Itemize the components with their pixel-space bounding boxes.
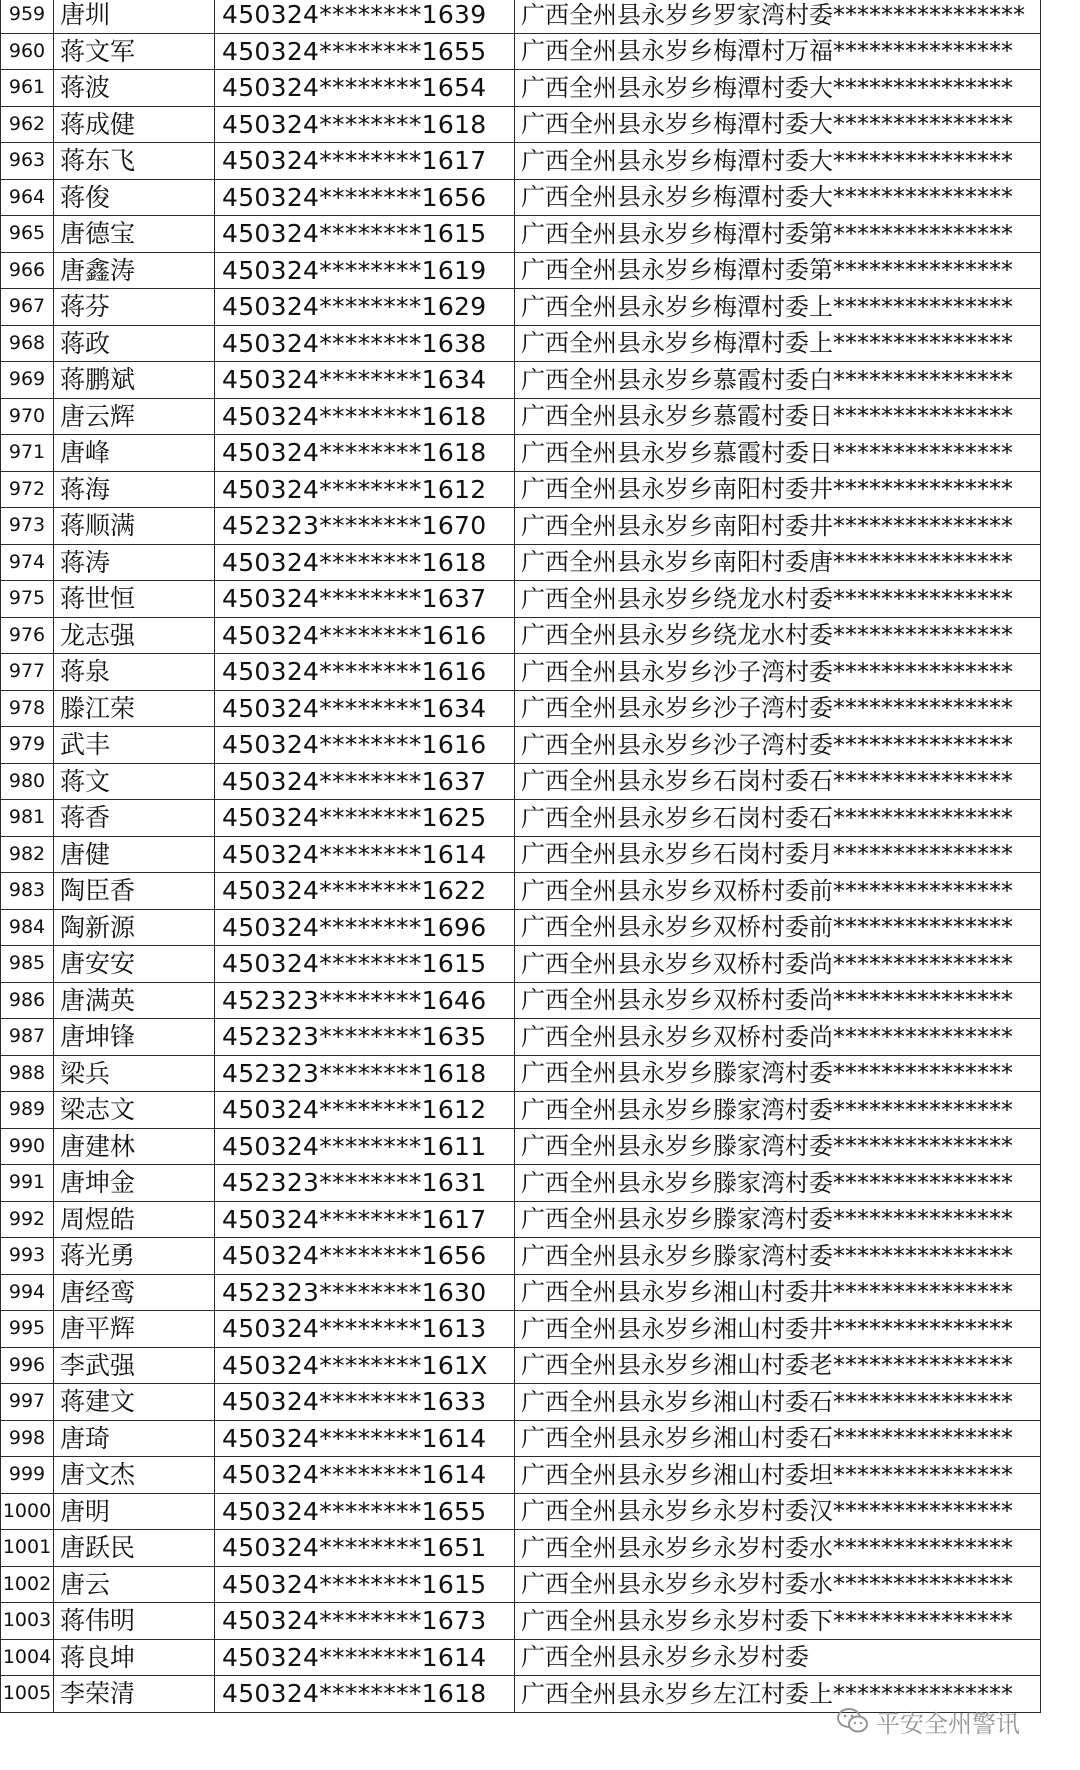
row-number-cell: 976 (1, 617, 54, 654)
id-number-cell: 450324********1656 (215, 1238, 515, 1275)
table-row (1, 435, 1041, 472)
id-number-cell: 452323********1635 (215, 1019, 515, 1056)
name-cell: 周煜皓 (54, 1201, 215, 1238)
table-row (1, 873, 1041, 910)
row-number-cell: 971 (1, 435, 54, 472)
id-number-cell: 450324********1654 (215, 70, 515, 107)
address-cell: 广西全州县永岁乡绕龙水村委*************** (515, 617, 1041, 654)
address-cell: 广西全州县永岁乡南阳村委井*************** (515, 508, 1041, 545)
id-number-cell: 450324********1618 (215, 435, 515, 472)
row-number-cell: 973 (1, 508, 54, 545)
id-number-cell: 450324********1638 (215, 325, 515, 362)
row-number-cell: 983 (1, 873, 54, 910)
address-cell: 广西全州县永岁乡石岗村委石*************** (515, 800, 1041, 837)
table-row (1, 325, 1041, 362)
address-cell: 广西全州县永岁乡湘山村委井*************** (515, 1311, 1041, 1348)
name-cell: 武丰 (54, 727, 215, 764)
name-cell: 蒋涛 (54, 544, 215, 581)
address-cell: 广西全州县永岁乡湘山村委老*************** (515, 1347, 1041, 1384)
table-row (1, 1603, 1041, 1640)
row-number-cell: 980 (1, 763, 54, 800)
id-number-cell: 452323********1631 (215, 1165, 515, 1202)
name-cell: 唐安安 (54, 946, 215, 983)
name-cell: 唐圳 (54, 0, 215, 33)
name-cell: 蒋文军 (54, 33, 215, 70)
row-number-cell: 962 (1, 106, 54, 143)
address-cell: 广西全州县永岁乡双桥村委前*************** (515, 909, 1041, 946)
table-row (1, 763, 1041, 800)
table-row (1, 617, 1041, 654)
row-number-cell: 965 (1, 216, 54, 253)
name-cell: 蒋良坤 (54, 1639, 215, 1676)
address-cell: 广西全州县永岁乡湘山村委井*************** (515, 1274, 1041, 1311)
address-cell: 广西全州县永岁乡沙子湾村委*************** (515, 727, 1041, 764)
address-cell: 广西全州县永岁乡沙子湾村委*************** (515, 654, 1041, 691)
row-number-cell: 970 (1, 398, 54, 435)
row-number-cell: 993 (1, 1238, 54, 1275)
name-cell: 唐德宝 (54, 216, 215, 253)
address-cell: 广西全州县永岁乡梅潭村委上*************** (515, 289, 1041, 326)
id-number-cell: 450324********1618 (215, 106, 515, 143)
address-cell: 广西全州县永岁乡梅潭村委第*************** (515, 252, 1041, 289)
address-cell: 广西全州县永岁乡湘山村委坦*************** (515, 1457, 1041, 1494)
id-number-cell: 452323********1618 (215, 1055, 515, 1092)
row-number-cell: 987 (1, 1019, 54, 1056)
row-number-cell: 966 (1, 252, 54, 289)
address-cell: 广西全州县永岁乡慕霞村委日*************** (515, 398, 1041, 435)
row-number-cell: 995 (1, 1311, 54, 1348)
row-number-cell: 960 (1, 33, 54, 70)
address-cell: 广西全州县永岁乡滕家湾村委*************** (515, 1165, 1041, 1202)
address-cell: 广西全州县永岁乡梅潭村委大*************** (515, 106, 1041, 143)
id-number-cell: 450324********1696 (215, 909, 515, 946)
row-number-cell: 964 (1, 179, 54, 216)
row-number-cell: 1001 (1, 1530, 54, 1567)
id-number-cell: 450324********161X (215, 1347, 515, 1384)
table-row (1, 216, 1041, 253)
name-cell: 蒋文 (54, 763, 215, 800)
address-cell: 广西全州县永岁乡梅潭村委大*************** (515, 143, 1041, 180)
name-cell: 蒋成健 (54, 106, 215, 143)
id-number-cell: 450324********1618 (215, 398, 515, 435)
address-cell: 广西全州县永岁乡石岗村委石*************** (515, 763, 1041, 800)
name-cell: 唐健 (54, 836, 215, 873)
row-number-cell: 999 (1, 1457, 54, 1494)
id-number-cell: 450324********1611 (215, 1128, 515, 1165)
address-cell: 广西全州县永岁乡梅潭村委大*************** (515, 179, 1041, 216)
id-number-cell: 450324********1673 (215, 1603, 515, 1640)
address-cell: 广西全州县永岁乡左江村委上*************** (515, 1676, 1041, 1713)
name-cell: 唐坤锋 (54, 1019, 215, 1056)
id-number-cell: 450324********1612 (215, 471, 515, 508)
table-row (1, 471, 1041, 508)
id-number-cell: 450324********1618 (215, 1676, 515, 1713)
table-row (1, 1639, 1041, 1676)
row-number-cell: 981 (1, 800, 54, 837)
id-number-cell: 450324********1637 (215, 581, 515, 618)
name-cell: 蒋世恒 (54, 581, 215, 618)
row-number-cell: 982 (1, 836, 54, 873)
name-cell: 唐建林 (54, 1128, 215, 1165)
id-number-cell: 450324********1634 (215, 690, 515, 727)
id-number-cell: 450324********1625 (215, 800, 515, 837)
address-cell: 广西全州县永岁乡湘山村委石*************** (515, 1420, 1041, 1457)
row-number-cell: 968 (1, 325, 54, 362)
name-cell: 蒋海 (54, 471, 215, 508)
address-cell: 广西全州县永岁乡永岁村委汉*************** (515, 1493, 1041, 1530)
id-number-cell: 450324********1619 (215, 252, 515, 289)
table-row (1, 106, 1041, 143)
name-cell: 蒋政 (54, 325, 215, 362)
id-number-cell: 450324********1637 (215, 763, 515, 800)
table-row (1, 1493, 1041, 1530)
table-row (1, 1165, 1041, 1202)
row-number-cell: 989 (1, 1092, 54, 1129)
name-cell: 蒋伟明 (54, 1603, 215, 1640)
id-number-cell: 450324********1614 (215, 836, 515, 873)
name-cell: 唐明 (54, 1493, 215, 1530)
address-cell: 广西全州县永岁乡双桥村委尚*************** (515, 946, 1041, 983)
id-number-cell: 450324********1614 (215, 1420, 515, 1457)
id-number-cell: 452323********1670 (215, 508, 515, 545)
id-number-cell: 450324********1612 (215, 1092, 515, 1129)
row-number-cell: 1003 (1, 1603, 54, 1640)
name-cell: 蒋光勇 (54, 1238, 215, 1275)
table-row (1, 581, 1041, 618)
table-row (1, 1128, 1041, 1165)
name-cell: 唐文杰 (54, 1457, 215, 1494)
watermark-text: 平安全州警讯 (876, 1709, 1020, 1738)
table-row (1, 982, 1041, 1019)
address-cell: 广西全州县永岁乡南阳村委井*************** (515, 471, 1041, 508)
row-number-cell: 969 (1, 362, 54, 399)
name-cell: 陶新源 (54, 909, 215, 946)
table-row (1, 1201, 1041, 1238)
address-cell: 广西全州县永岁乡双桥村委前*************** (515, 873, 1041, 910)
name-cell: 唐平辉 (54, 1311, 215, 1348)
name-cell: 蒋波 (54, 70, 215, 107)
id-number-cell: 452323********1630 (215, 1274, 515, 1311)
address-cell: 广西全州县永岁乡滕家湾村委*************** (515, 1055, 1041, 1092)
address-cell: 广西全州县永岁乡滕家湾村委*************** (515, 1092, 1041, 1129)
row-number-cell: 996 (1, 1347, 54, 1384)
id-number-cell: 450324********1614 (215, 1457, 515, 1494)
name-cell: 蒋泉 (54, 654, 215, 691)
id-number-cell: 450324********1616 (215, 617, 515, 654)
row-number-cell: 985 (1, 946, 54, 983)
row-number-cell: 994 (1, 1274, 54, 1311)
name-cell: 蒋建文 (54, 1384, 215, 1421)
row-number-cell: 1005 (1, 1676, 54, 1713)
name-cell: 唐满英 (54, 982, 215, 1019)
name-cell: 梁志文 (54, 1092, 215, 1129)
table-row (1, 654, 1041, 691)
name-cell: 唐云 (54, 1566, 215, 1603)
table-row (1, 1676, 1041, 1713)
table-row (1, 1092, 1041, 1129)
row-number-cell: 974 (1, 544, 54, 581)
row-number-cell: 1002 (1, 1566, 54, 1603)
name-cell: 梁兵 (54, 1055, 215, 1092)
name-cell: 陶臣香 (54, 873, 215, 910)
table-row (1, 946, 1041, 983)
name-cell: 龙志强 (54, 617, 215, 654)
name-cell: 蒋鹏斌 (54, 362, 215, 399)
table-row (1, 1055, 1041, 1092)
row-number-cell: 990 (1, 1128, 54, 1165)
name-cell: 滕江荣 (54, 690, 215, 727)
id-number-cell: 450324********1639 (215, 0, 515, 33)
row-number-cell: 963 (1, 143, 54, 180)
row-number-cell: 997 (1, 1384, 54, 1421)
name-cell: 唐鑫涛 (54, 252, 215, 289)
address-cell: 广西全州县永岁乡梅潭村委第*************** (515, 216, 1041, 253)
row-number-cell: 992 (1, 1201, 54, 1238)
id-number-cell: 450324********1616 (215, 654, 515, 691)
address-cell: 广西全州县永岁乡梅潭村万福*************** (515, 33, 1041, 70)
address-cell: 广西全州县永岁乡罗家湾村委**************** (515, 0, 1041, 33)
table-row (1, 70, 1041, 107)
row-number-cell: 1000 (1, 1493, 54, 1530)
table-row (1, 1238, 1041, 1275)
address-cell: 广西全州县永岁乡双桥村委尚*************** (515, 982, 1041, 1019)
table-row (1, 1457, 1041, 1494)
table-row (1, 1384, 1041, 1421)
name-cell: 唐经鸾 (54, 1274, 215, 1311)
name-cell: 蒋香 (54, 800, 215, 837)
row-number-cell: 967 (1, 289, 54, 326)
name-cell: 唐坤金 (54, 1165, 215, 1202)
name-cell: 唐云辉 (54, 398, 215, 435)
table-row (1, 1347, 1041, 1384)
address-cell: 广西全州县永岁乡滕家湾村委*************** (515, 1238, 1041, 1275)
id-number-cell: 450324********1614 (215, 1639, 515, 1676)
table-row (1, 252, 1041, 289)
id-number-cell: 450324********1651 (215, 1530, 515, 1567)
name-cell: 蒋芬 (54, 289, 215, 326)
table-row (1, 1274, 1041, 1311)
address-cell: 广西全州县永岁乡永岁村委下*************** (515, 1603, 1041, 1640)
name-cell: 唐跃民 (54, 1530, 215, 1567)
roster-table-body (1, 0, 1041, 1712)
address-cell: 广西全州县永岁乡慕霞村委日*************** (515, 435, 1041, 472)
address-cell: 广西全州县永岁乡绕龙水村委*************** (515, 581, 1041, 618)
address-cell: 广西全州县永岁乡梅潭村委上*************** (515, 325, 1041, 362)
id-number-cell: 450324********1615 (215, 1566, 515, 1603)
table-row (1, 0, 1041, 33)
id-number-cell: 450324********1613 (215, 1311, 515, 1348)
address-cell: 广西全州县永岁乡双桥村委尚*************** (515, 1019, 1041, 1056)
table-row (1, 179, 1041, 216)
id-number-cell: 450324********1633 (215, 1384, 515, 1421)
address-cell: 广西全州县永岁乡湘山村委石*************** (515, 1384, 1041, 1421)
row-number-cell: 959 (1, 0, 54, 33)
table-row (1, 362, 1041, 399)
table-row (1, 508, 1041, 545)
table-row (1, 33, 1041, 70)
address-cell: 广西全州县永岁乡滕家湾村委*************** (515, 1201, 1041, 1238)
name-cell: 唐峰 (54, 435, 215, 472)
table-row (1, 727, 1041, 764)
table-row (1, 289, 1041, 326)
row-number-cell: 978 (1, 690, 54, 727)
address-cell: 广西全州县永岁乡永岁村委水*************** (515, 1566, 1041, 1603)
name-cell: 唐琦 (54, 1420, 215, 1457)
table-row (1, 1566, 1041, 1603)
id-number-cell: 450324********1655 (215, 33, 515, 70)
table-row (1, 800, 1041, 837)
table-row (1, 544, 1041, 581)
name-cell: 李武强 (54, 1347, 215, 1384)
row-number-cell: 975 (1, 581, 54, 618)
name-cell: 蒋东飞 (54, 143, 215, 180)
row-number-cell: 986 (1, 982, 54, 1019)
row-number-cell: 998 (1, 1420, 54, 1457)
address-cell: 广西全州县永岁乡沙子湾村委*************** (515, 690, 1041, 727)
row-number-cell: 972 (1, 471, 54, 508)
table-row (1, 1311, 1041, 1348)
row-number-cell: 991 (1, 1165, 54, 1202)
row-number-cell: 984 (1, 909, 54, 946)
id-number-cell: 452323********1646 (215, 982, 515, 1019)
table-row (1, 398, 1041, 435)
id-number-cell: 450324********1622 (215, 873, 515, 910)
table-row (1, 1530, 1041, 1567)
row-number-cell: 977 (1, 654, 54, 691)
id-number-cell: 450324********1617 (215, 143, 515, 180)
id-number-cell: 450324********1634 (215, 362, 515, 399)
table-row (1, 836, 1041, 873)
table-row (1, 690, 1041, 727)
address-cell: 广西全州县永岁乡永岁村委水*************** (515, 1530, 1041, 1567)
table-row (1, 1019, 1041, 1056)
address-cell: 广西全州县永岁乡永岁村委 (515, 1639, 1041, 1676)
address-cell: 广西全州县永岁乡慕霞村委白*************** (515, 362, 1041, 399)
name-cell: 蒋顺满 (54, 508, 215, 545)
id-number-cell: 450324********1656 (215, 179, 515, 216)
name-cell: 蒋俊 (54, 179, 215, 216)
table-row (1, 143, 1041, 180)
address-cell: 广西全州县永岁乡南阳村委唐*************** (515, 544, 1041, 581)
row-number-cell: 1004 (1, 1639, 54, 1676)
name-cell: 李荣清 (54, 1676, 215, 1713)
id-number-cell: 450324********1617 (215, 1201, 515, 1238)
id-number-cell: 450324********1618 (215, 544, 515, 581)
row-number-cell: 988 (1, 1055, 54, 1092)
address-cell: 广西全州县永岁乡石岗村委月*************** (515, 836, 1041, 873)
row-number-cell: 961 (1, 70, 54, 107)
id-number-cell: 450324********1616 (215, 727, 515, 764)
id-number-cell: 450324********1615 (215, 216, 515, 253)
id-number-cell: 450324********1629 (215, 289, 515, 326)
id-number-cell: 450324********1655 (215, 1493, 515, 1530)
address-cell: 广西全州县永岁乡梅潭村委大*************** (515, 70, 1041, 107)
row-number-cell: 979 (1, 727, 54, 764)
address-cell: 广西全州县永岁乡滕家湾村委*************** (515, 1128, 1041, 1165)
id-number-cell: 450324********1615 (215, 946, 515, 983)
table-row (1, 909, 1041, 946)
table-row (1, 1420, 1041, 1457)
